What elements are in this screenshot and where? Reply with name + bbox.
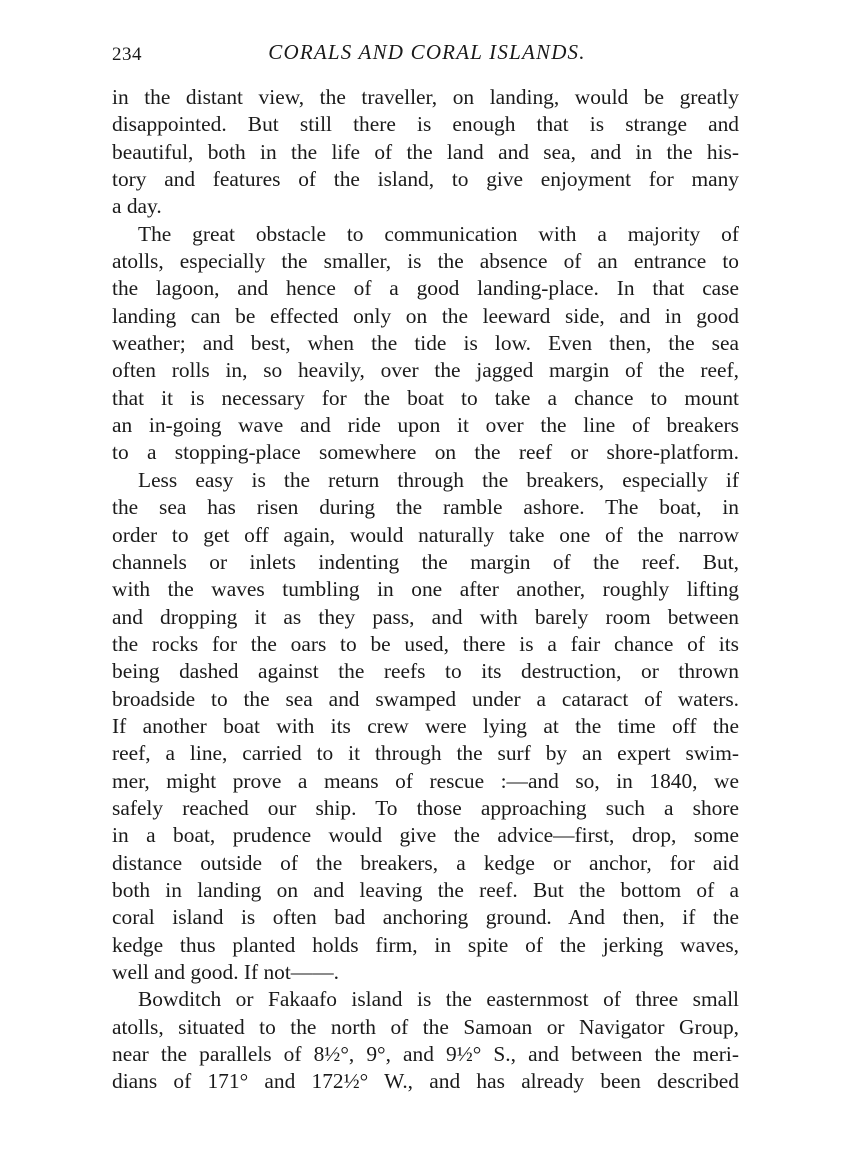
text-line: well and good. If not——.: [112, 960, 339, 984]
text-line: the rocks for the oars to be used, there is a fair chance of its: [112, 631, 739, 656]
text-line: Less easy is the return through the breakers, especially if: [138, 467, 739, 492]
paragraph-bowditch-island: [112, 986, 739, 1095]
text-line: safely reached our ship. To those approaching such a shore: [112, 795, 739, 820]
text-line: the lagoon, and hence of a good landing-place. In that case: [112, 276, 739, 301]
text-line: both in landing on and leaving the reef. But the bottom of a: [112, 877, 739, 902]
text-line: broadside to the sea and swamped under a cataract of waters.: [112, 686, 739, 711]
text-line: Bowditch or Fakaafo island is the easternmost of three small: [138, 987, 739, 1012]
paragraph-continuation: [112, 84, 739, 221]
text-line: atolls, especially the smaller, is the absence of an entrance to: [112, 249, 739, 274]
text-line: If another boat with its crew were lying at the time off the: [112, 713, 739, 738]
text-line: with the waves tumbling in one after another, roughly lifting: [112, 577, 739, 602]
running-title: CORALS AND CORAL ISLANDS.: [268, 40, 586, 64]
text-line: kedge thus planted holds firm, in spite of the jerking waves,: [112, 932, 739, 957]
text-line: coral island is often bad anchoring ground. And then, if the: [112, 905, 739, 930]
text-line: that it is necessary for the boat to take a chance to mount: [112, 385, 739, 410]
text-line: in a boat, prudence would give the advice—first, drop, some: [112, 823, 739, 848]
text-line: disappointed. But still there is enough that is strange and: [112, 112, 739, 137]
text-line: landing can be effected only on the leeward side, and in good: [112, 303, 739, 328]
text-line: near the parallels of 8½°, 9°, and 9½° S., and between the meri-: [112, 1042, 739, 1067]
text-line: in the distant view, the traveller, on landing, would be greatly: [112, 85, 739, 109]
text-line: distance outside of the breakers, a kedge or anchor, for aid: [112, 850, 739, 875]
running-head: [112, 40, 742, 70]
text-line: reef, a line, carried to it through the surf by an expert swim-: [112, 741, 739, 766]
text-line: order to get off again, would naturally take one of the narrow: [112, 522, 739, 547]
page-number: 234: [112, 44, 142, 65]
paragraph-landing-obstacle: [112, 221, 739, 467]
text-line: to a stopping-place somewhere on the reef or shore-platform.: [112, 440, 739, 465]
text-line: atolls, situated to the north of the Samoan or Navigator Group,: [112, 1014, 739, 1039]
text-line: weather; and best, when the tide is low. Even then, the sea: [112, 331, 739, 356]
text-line: an in-going wave and ride upon it over the line of breakers: [112, 413, 739, 438]
text-line: being dashed against the reefs to its destruction, or thrown: [112, 659, 739, 684]
text-line: the sea has risen during the ramble ashore. The boat, in: [112, 495, 739, 520]
paragraph-return-through-breakers: [112, 467, 739, 987]
text-line: The great obstacle to communication with a majority of: [138, 221, 739, 246]
text-line: tory and features of the island, to give enjoyment for many: [112, 167, 739, 192]
text-line: and dropping it as they pass, and with barely room between: [112, 604, 739, 629]
text-line: beautiful, both in the life of the land and sea, and in the his-: [112, 139, 739, 164]
text-line: mer, might prove a means of rescue :—and so, in 1840, we: [112, 768, 739, 793]
text-line: a day.: [112, 194, 162, 219]
body-text: [112, 84, 739, 1096]
text-line: channels or inlets indenting the margin of the reef. But,: [112, 549, 739, 574]
text-line: dians of 171° and 172½° W., and has already been described: [112, 1069, 739, 1094]
text-line: often rolls in, so heavily, over the jagged margin of the reef,: [112, 358, 739, 383]
